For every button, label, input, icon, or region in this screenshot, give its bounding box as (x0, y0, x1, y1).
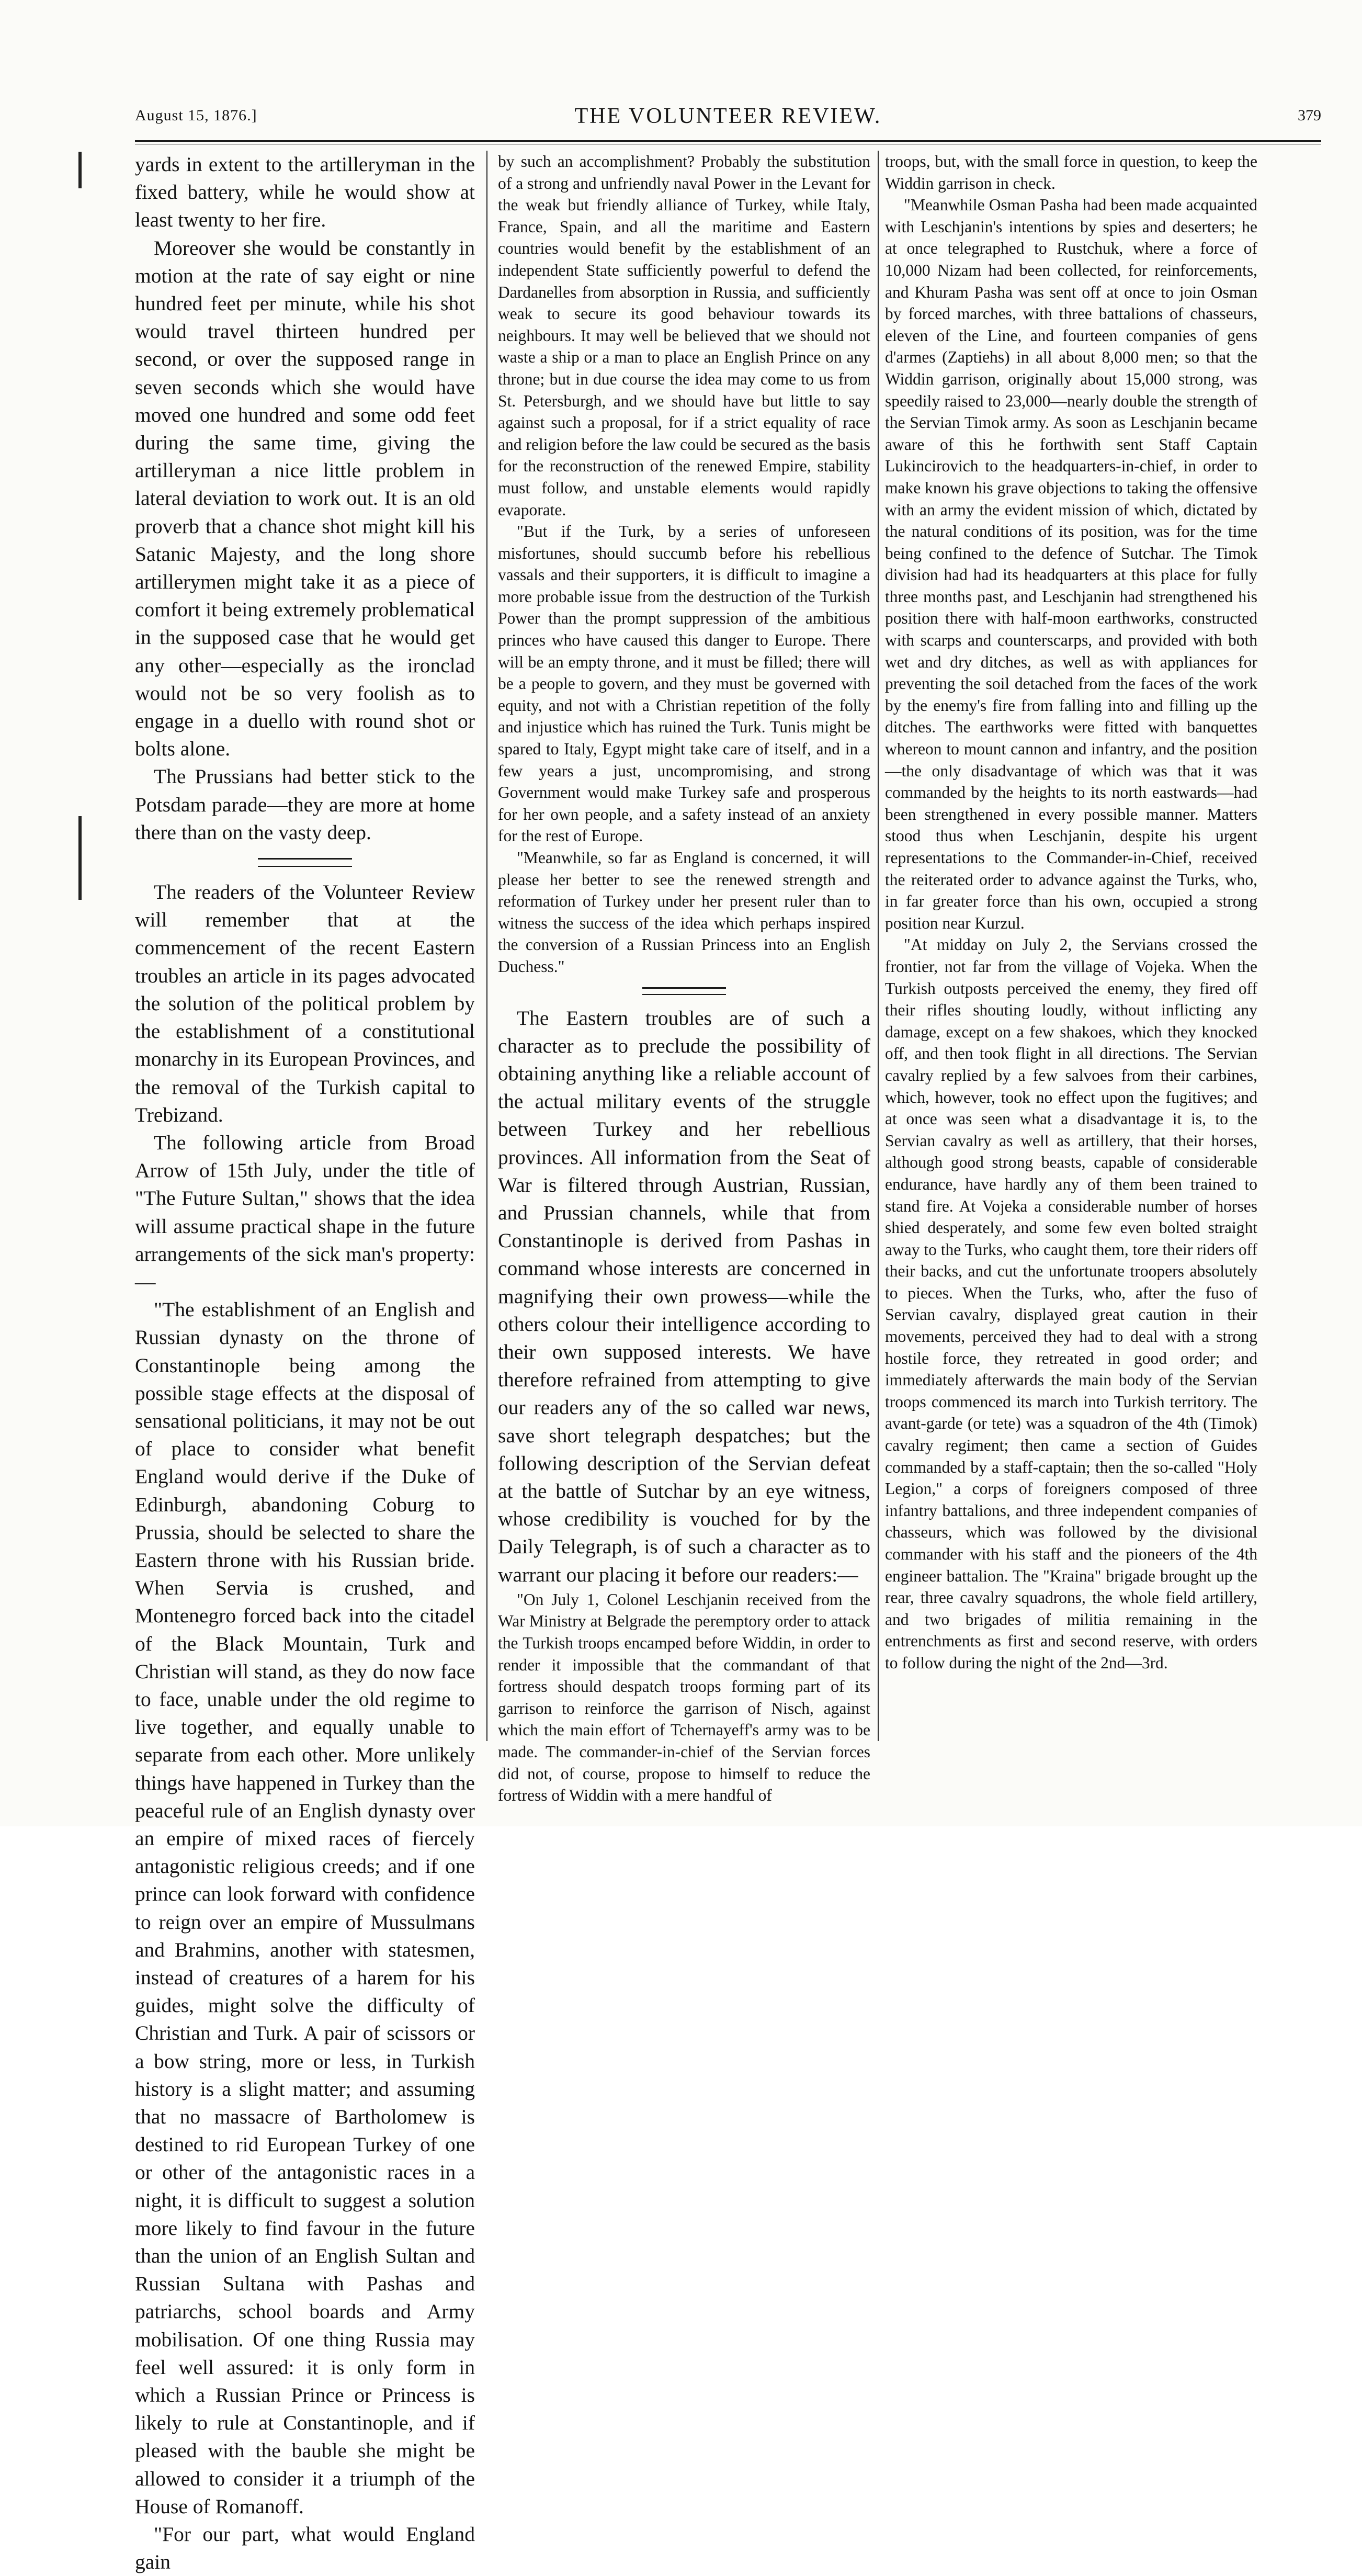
quoted-paragraph: "The establishment of an English and Russian dynasty on the throne of Constantinople being among the possible stage effects at the disposal of sensational politicians, it may not be out of place to consider what benefit England would derive if the Duke of Edinburgh, abandoning Coburg to Prussia, should be selected to share the Eastern throne with his Russian bride. When Servia is crushed, and Montenegro forced back into the citadel of the Black Mountain, Turk and Christian will stand, as they do now face to face, unable under the old regime to live together, and equally unable to separate from each other. More unlikely things have happened in Turkey than the peaceful rule of an English dynasty over an empire of mixed races of fiercely antagonistic religious creeds; and if one prince can look forward with confidence to reign over an empire of Mussulmans and Brahmins, another with statesmen, instead of creatures of a harem for his guides, might solve the difficulty of Christian and Turk. A pair of scissors or a bow string, more or less, in Turkish history is a slight matter; and assuming that no massacre of Bartholomew is destined to rid European Turkey of one or other of the antagonistic races in a night, it is difficult to suggest a solution more likely to find favour in the future than the union of an English Sultan and Russian Sultana with Pashas and patriarchs, school boards and Army mobilisation. Of one thing Russia may feel well assured: it is only form in which a Russian Prince or Princess is likely to rule at Constantinople, and if pleased with the bauble she might be allowed to consider it a triumph of the House of Romanoff. (135, 1298, 475, 2518)
article-paragraph: yards in extent to the artilleryman in the fixed battery, while he would show at least twenty to her fire. (135, 153, 475, 232)
quoted-paragraph: by such an accomplishment? Probably the substitution of a strong and unfriendly naval Power in the Levant for the weak but friendly alliance of Turkey, while Italy, France, Spain, and all the maritime and Eastern countries would benefit by the establishment of an independent State sufficiently powerful to defend the Dardanelles from absorption in Russia, and sufficiently weak to secure its good behaviour towards its neighbours. It may well be believed that we should not waste a ship or a man to place an English Prince on any throne; but in due course the idea may come to us from St. Petersburgh, and we should have but little to say against such a proposal, for if a strict equality of race and religion before the law could be secured as the basis for the reconstruction of the renewed Empire, stability must follow, and unstable elements would rapidly evaporate. (498, 152, 870, 519)
margin-mark (78, 816, 82, 900)
margin-mark (78, 152, 82, 188)
report-paragraph: "At midday on July 2, the Servians crossed the frontier, not far from the village of Vojeka. When the Turkish outposts perceived the enemy, they fired off their rifles shouting loudly, without inflicting any damage, except on a few shakoes, which they knocked off, and then took flight in all directions. The Servian cavalry replied by a few salvoes from their carbines, which, however, took no effect upon the fugitives; and at once was seen what a disadvantage it is, to the Servian cavalry as well as artillery, that their horses, although good strong beasts, capable of considerable endurance, have hardly any of them been trained to stand fire. At Vojeka a considerable number of horses shied desperately, and some few even bolted straight away to the Turks, who caught them, tore their riders off their backs, and cut the unfortunate troopers absolutely to pieces. When the Turks, who, after the fuso of Servian cavalry, displayed great caution in their movements, perceived they had to deal with a strong hostile force, they retreated in good order; and immediately afterwards the main body of the Servian troops commenced its march into Turkish territory. The avant-garde (or tete) was a squadron of the 4th (Timok) cavalry regiment; then came a section of Guides commanded by a staff-captain; then the so-called "Holy Legion," a corps of foreigners composed of three infantry battalions, and three independent companies of chasseurs, which was followed by the divisional commander with his staff and the pioneers of the 4th engineer battalion. The "Kraina" brigade brought up the rear, three cavalry squadrons, the whole field artillery, and two brigades of militia remaining in the entrenchments as first and second reserve, with orders to follow during the night of the 2nd—3rd. (885, 935, 1257, 1672)
quoted-paragraph: "Meanwhile, so far as England is concerned, it will please her better to see the renewed strength and reformation of Turkey under her present ruler than to witness the success of the idea which perhaps inspired the conversion of a Russian Princess into an English Duchess." (498, 849, 870, 976)
page-number: 379 (1298, 107, 1321, 124)
column-rule (878, 151, 879, 1741)
article-paragraph: The Prussians had better stick to the Potsdam parade—they are more at home there than on the vasty deep. (135, 765, 475, 844)
report-paragraph: "Meanwhile Osman Pasha had been made acquainted with Leschjanin's intentions by spies and deserters; he at once telegraphed to Rustchuk, where a force of 10,000 Nizam had been collected, for reinforcements, and Khuram Pasha was sent off at once to join Osman by forced marches, with three battalions of chasseurs, eleven of the Line, and fourteen companies of gens d'armes (Zaptiehs) in all about 8,000 men; so that the Widdin garrison, originally about 15,000 strong, was speedily raised to 23,000—nearly double the strength of the Servian Timok army. As soon as Leschjanin became aware of this he forthwith sent Staff Captain Lukincirovich to the headquarters-in-chief, in order to make known his grave objections to taking the offensive with an army the evident mission of which, dictated by the natural conditions of its position, was for the time being confined to the defence of Sutchar. The Timok division had had its headquarters at this place for fully three months past, and Leschjanin had strengthened his position there with half-moon earthworks, constructed with scarps and counterscarps, and provided with both wet and dry ditches, as well as with appliances for preventing the soil detached from the faces of the work by the enemy's fire from falling into and filling up the ditches. The earthworks were fitted with banquettes whereon to mount cannon and infantry, and the position—the only disadvantage of which was that it was commanded by the heights to its north eastwards—had been strengthened in every possible manner. Matters stood thus when Leschjanin, despite his urgent representations to the Commander-in-Chief, received the reiterated order to advance against the Turks, who, in far greater force than his own, occupied a strong position near Kurzul. (885, 196, 1257, 932)
report-paragraph: troops, but, with the small force in question, to keep the Widdin garrison in check. (885, 152, 1257, 193)
editorial-paragraph: The following article from Broad Arrow of 15th July, under the title of "The Future Sultan," shows that the idea will assume practical shape in the future arrangements of the sick man's property:— (135, 1131, 475, 1293)
column-left (135, 151, 475, 2574)
masthead-title: THE VOLUNTEER REVIEW. (574, 104, 882, 128)
section-divider (258, 858, 352, 867)
editorial-paragraph: The Eastern troubles are of such a character as to preclude the possibility of obtaining anything like a reliable account of the actual military events of the struggle between Turkey and her rebellious provinces. All information from the Seat of War is filtered through Austrian, Russian, and Prussian channels, while that from Constantinople is derived from Pashas in command whose interests are concerned in magnifying their own prowess—while the others colour their intelligence according to their own supposed interests. We have therefore refrained from attempting to give our readers any of the so called war news, save short telegraph despatches; but the following description of the Servian defeat at the battle of Sutchar by an eye witness, whose credibility is vouched for by the Daily Telegraph, is of such a character as to warrant our placing it before our readers:— (498, 1006, 870, 1586)
article-paragraph: Moreover she would be constantly in motion at the rate of say eight or nine hundred feet per minute, while his shot would travel thirteen hundred per second, or over the supposed range in seven seconds which she would have moved one hundred and some odd feet during the same time, giving the artilleryman a nice little problem in lateral deviation to work out. It is an old proverb that a chance shot might kill his Satanic Majesty, and the long shore artillerymen might take it as a piece of comfort it being extremely problematical in the supposed case that he would get any other—especially as the ironclad would not be so very foolish as to engage in a duello with round shot or bolts alone. (135, 236, 475, 761)
quoted-paragraph: "But if the Turk, by a series of unforeseen misfortunes, should succumb before his rebellious vassals and their supporters, it is difficult to imagine a more probable issue from the destruction of the Turkish Power than the prompt suppression of the ambitious princes who have caused this danger to Europe. There will be an empty throne, and it must be filled; there will be a people to govern, and they must be governed with equity, and not with a Christian repetition of the folly and injustice which has ruined the Turk. Tunis might be spared to Italy, Egypt might take care of itself, and in a few years a just, uncompromising, and strong Government would make Turkey safe and prosperous for her own people, and a safety instead of an anxiety for the rest of Europe. (498, 522, 870, 845)
column-middle (498, 151, 870, 1805)
quoted-paragraph: "For our part, what would England gain (135, 2523, 475, 2574)
column-right (885, 151, 1257, 1736)
section-divider (642, 987, 726, 995)
issue-date: August 15, 1876.] (135, 107, 257, 124)
editorial-paragraph: The readers of the Volunteer Review will remember that at the commencement of the recent Eastern troubles an article in its pages advocated the solution of the political problem by the establishment of a constitutional monarchy in its European Provinces, and the removal of the Turkish capital to Trebizand. (135, 880, 475, 1126)
page-header (135, 104, 1321, 135)
report-paragraph: "On July 1, Colonel Leschjanin received from the War Ministry at Belgrade the peremptory order to attack the Turkish troops encamped before Widdin, in order to render it impossible that the commandant of that fortress should despatch troops forming part of its garrison to reinforce the garrison of Nisch, against which the main effort of Tchernayeff's army was to be made. The commander-in-chief of the Servian forces did not, of course, propose to himself to reduce the fortress of Widdin with a mere handful of (498, 1590, 870, 1805)
header-rule (135, 140, 1321, 144)
column-rule (486, 151, 487, 1741)
